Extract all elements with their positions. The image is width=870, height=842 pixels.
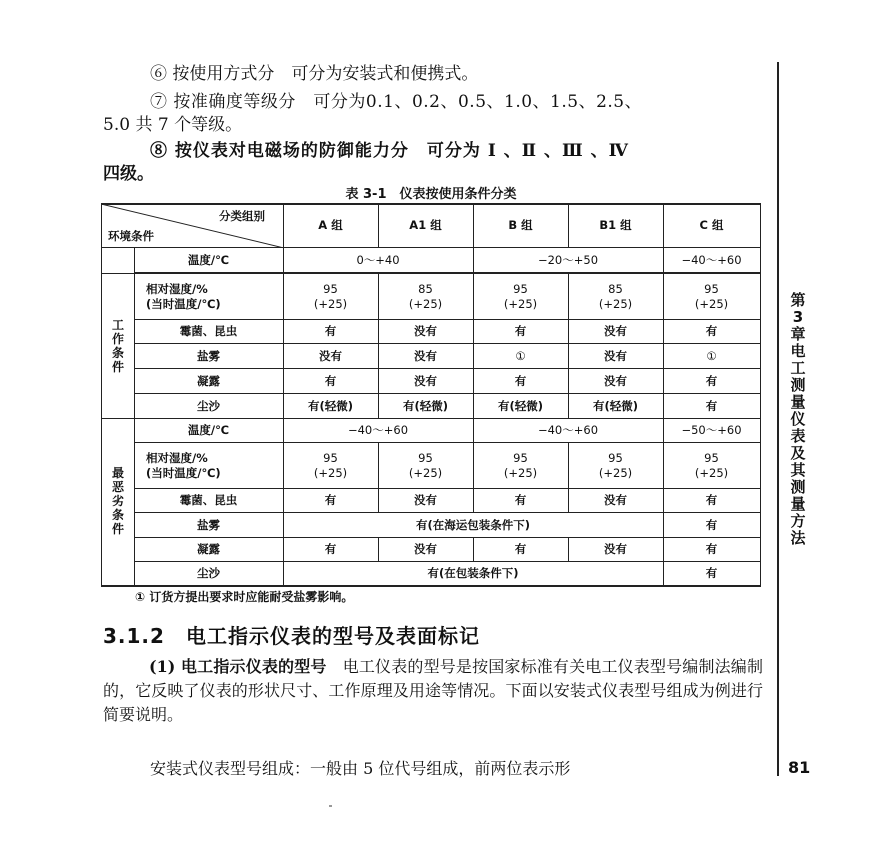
worst-temperature-c: −50～+60 <box>681 423 742 437</box>
chapter-side-title: 第3章 电工测量仪表及其测量方法 <box>790 291 821 547</box>
working-dust-c: 有 <box>705 398 718 413</box>
row-label-worst-dust: 尘沙 <box>197 566 220 580</box>
humidity-value: 95 <box>513 450 528 465</box>
row-label-worst-salt-fog: 盐雾 <box>197 517 220 532</box>
worst-condensation-b1: 没有 <box>604 542 627 556</box>
worst-mold-c: 有 <box>705 493 718 507</box>
worst-condensation-a: 有 <box>324 542 337 556</box>
worst-condensation-c: 有 <box>705 542 718 556</box>
humidity-label-line1: 相对湿度/% <box>146 281 208 296</box>
margin-rule <box>777 62 779 776</box>
working-salt-c: ① <box>706 348 717 363</box>
column-header-c: C 组 <box>699 218 724 232</box>
column-header-a: A 组 <box>318 218 343 232</box>
worst-mold-b: 有 <box>514 493 527 507</box>
item-8-text: ⑧ 按仪表对电磁场的防御能力分 可分为 Ⅰ 、Ⅱ 、Ⅲ 、Ⅳ <box>150 141 629 161</box>
humidity-label-line1: 相对湿度/% <box>146 450 208 465</box>
corner-header-conditions: 环境条件 <box>108 228 154 243</box>
humidity-temp: (+25) <box>694 296 729 311</box>
row-label-dust: 尘沙 <box>197 398 220 413</box>
table-bottom-border <box>101 585 761 587</box>
humidity-temp: (+25) <box>598 296 633 311</box>
column-header-b1: B1 组 <box>599 218 632 232</box>
worst-conditions-label: 最恶劣条件 <box>111 466 124 536</box>
worst-mold-b1: 没有 <box>604 493 627 507</box>
working-condensation-b1: 没有 <box>604 373 627 388</box>
working-humidity-a1 <box>378 274 473 319</box>
row-label-condensation: 凝露 <box>197 373 220 388</box>
table-right-border <box>760 203 761 587</box>
row-label-mold: 霉菌、昆虫 <box>179 324 238 338</box>
body-paragraph-1 <box>103 655 763 727</box>
item-8-continuation: 四级。 <box>103 164 154 184</box>
worst-temperature-b-b1: −40～+60 <box>537 423 599 437</box>
row-label-worst-mold: 霉菌、昆虫 <box>179 493 238 507</box>
humidity-value: 95 <box>704 450 719 465</box>
worst-condensation-a1: 没有 <box>414 542 437 556</box>
working-condensation-c: 有 <box>705 373 718 388</box>
working-dust-a: 有(轻微) <box>307 398 353 413</box>
humidity-temp: (+25) <box>503 296 538 311</box>
item-7-text: ⑦ 按准确度等级分 可分为0.1、0.2、0.5、1.0、1.5、2.5、 <box>150 92 643 112</box>
working-mold-c: 有 <box>705 324 718 338</box>
table-footnote: ① 订货方提出要求时应能耐受盐雾影响。 <box>135 590 354 604</box>
working-mold-b: 有 <box>514 324 527 338</box>
temperature-b-b1: −20～+50 <box>537 252 599 267</box>
item-6-text: ⑥ 按使用方式分 可分为安装式和便携式。 <box>150 64 479 84</box>
humidity-label-line2: (当时温度/℃) <box>146 465 221 480</box>
humidity-label-line2: (当时温度/℃) <box>146 296 221 311</box>
working-dust-b1: 有(轻微) <box>592 398 638 413</box>
corner-header-groups: 分类组别 <box>219 208 265 223</box>
humidity-temp: (+25) <box>694 465 729 480</box>
worst-condensation-b: 有 <box>514 542 527 556</box>
worst-salt-a-to-b1: 有(在海运包装条件下) <box>415 517 530 532</box>
humidity-value: 95 <box>608 450 623 465</box>
humidity-temp: (+25) <box>408 465 443 480</box>
worst-humidity-b <box>473 443 568 488</box>
worst-mold-a1: 没有 <box>414 493 437 507</box>
humidity-value: 95 <box>323 450 338 465</box>
table-caption <box>0 183 870 202</box>
worst-temperature-a-a1: −40～+60 <box>347 423 409 437</box>
worst-mold-a: 有 <box>324 493 337 507</box>
working-condensation-b: 有 <box>514 373 527 388</box>
working-salt-b: ① <box>515 348 526 363</box>
working-condensation-a1: 没有 <box>414 373 437 388</box>
worst-humidity-a1 <box>378 443 473 488</box>
section-heading: 3.1.2 电工指示仪表的型号及表面标记 <box>103 624 480 648</box>
temperature-c: −40～+60 <box>681 252 742 267</box>
item-7-continuation: 5.0 共 7 个等级。 <box>103 115 243 135</box>
row-label-worst-temperature: 温度/℃ <box>187 423 230 437</box>
row-label-worst-condensation: 凝露 <box>197 542 220 556</box>
working-dust-a1: 有(轻微) <box>402 398 448 413</box>
working-humidity-a <box>283 274 378 319</box>
working-salt-b1: 没有 <box>604 348 627 363</box>
working-salt-a1: 没有 <box>414 348 437 363</box>
humidity-value: 95 <box>704 281 719 296</box>
humidity-temp: (+25) <box>313 465 348 480</box>
humidity-temp: (+25) <box>408 296 443 311</box>
worst-humidity-a <box>283 443 378 488</box>
worst-salt-c: 有 <box>705 517 718 532</box>
humidity-value: 85 <box>418 281 433 296</box>
humidity-value: 85 <box>608 281 623 296</box>
working-mold-b1: 没有 <box>604 324 627 338</box>
working-humidity-b1 <box>568 274 663 319</box>
row-label-worst-humidity <box>134 443 283 488</box>
working-humidity-c <box>663 274 760 319</box>
worst-dust-a-to-b1: 有(在包装条件下) <box>427 566 519 580</box>
working-salt-a: 没有 <box>319 348 342 363</box>
scan-artifact <box>329 805 332 807</box>
column-header-a1: A1 组 <box>409 218 442 232</box>
working-dust-b: 有(轻微) <box>497 398 543 413</box>
temperature-a-a1: 0～+40 <box>356 252 400 267</box>
working-mold-a1: 没有 <box>414 324 437 338</box>
humidity-value: 95 <box>418 450 433 465</box>
humidity-temp: (+25) <box>598 465 633 480</box>
column-header-b: B 组 <box>508 218 533 232</box>
table-left-border <box>101 203 102 587</box>
row-label-temperature: 温度/℃ <box>187 252 230 267</box>
working-condensation-a: 有 <box>324 373 337 388</box>
humidity-temp: (+25) <box>313 296 348 311</box>
worst-humidity-b1 <box>568 443 663 488</box>
body-paragraph-2: 安装式仪表型号组成：一般由 5 位代号组成，前两位表示形 <box>150 759 571 778</box>
page-number: 81 <box>788 758 811 777</box>
humidity-value: 95 <box>513 281 528 296</box>
humidity-temp: (+25) <box>503 465 538 480</box>
row-label-humidity <box>134 274 283 319</box>
working-humidity-b <box>473 274 568 319</box>
row-label-salt-fog: 盐雾 <box>197 348 220 363</box>
working-conditions-label: 工作条件 <box>111 318 124 374</box>
table-caption-text: 表 3-1 仪表按使用条件分类 <box>345 187 517 202</box>
paragraph-text: 电工仪表的型号是按国家标准有关电工仪表型号编制法编制的，它反映了仪表的形状尺寸、工作原理及用途等情况。下面以安装式仪表型号组成为例进行简要说明。 <box>103 657 763 724</box>
worst-dust-c: 有 <box>705 566 718 580</box>
paragraph-lead: (1) 电工指示仪表的型号 <box>149 657 327 676</box>
worst-humidity-c <box>663 443 760 488</box>
humidity-value: 95 <box>323 281 338 296</box>
working-mold-a: 有 <box>324 324 337 338</box>
